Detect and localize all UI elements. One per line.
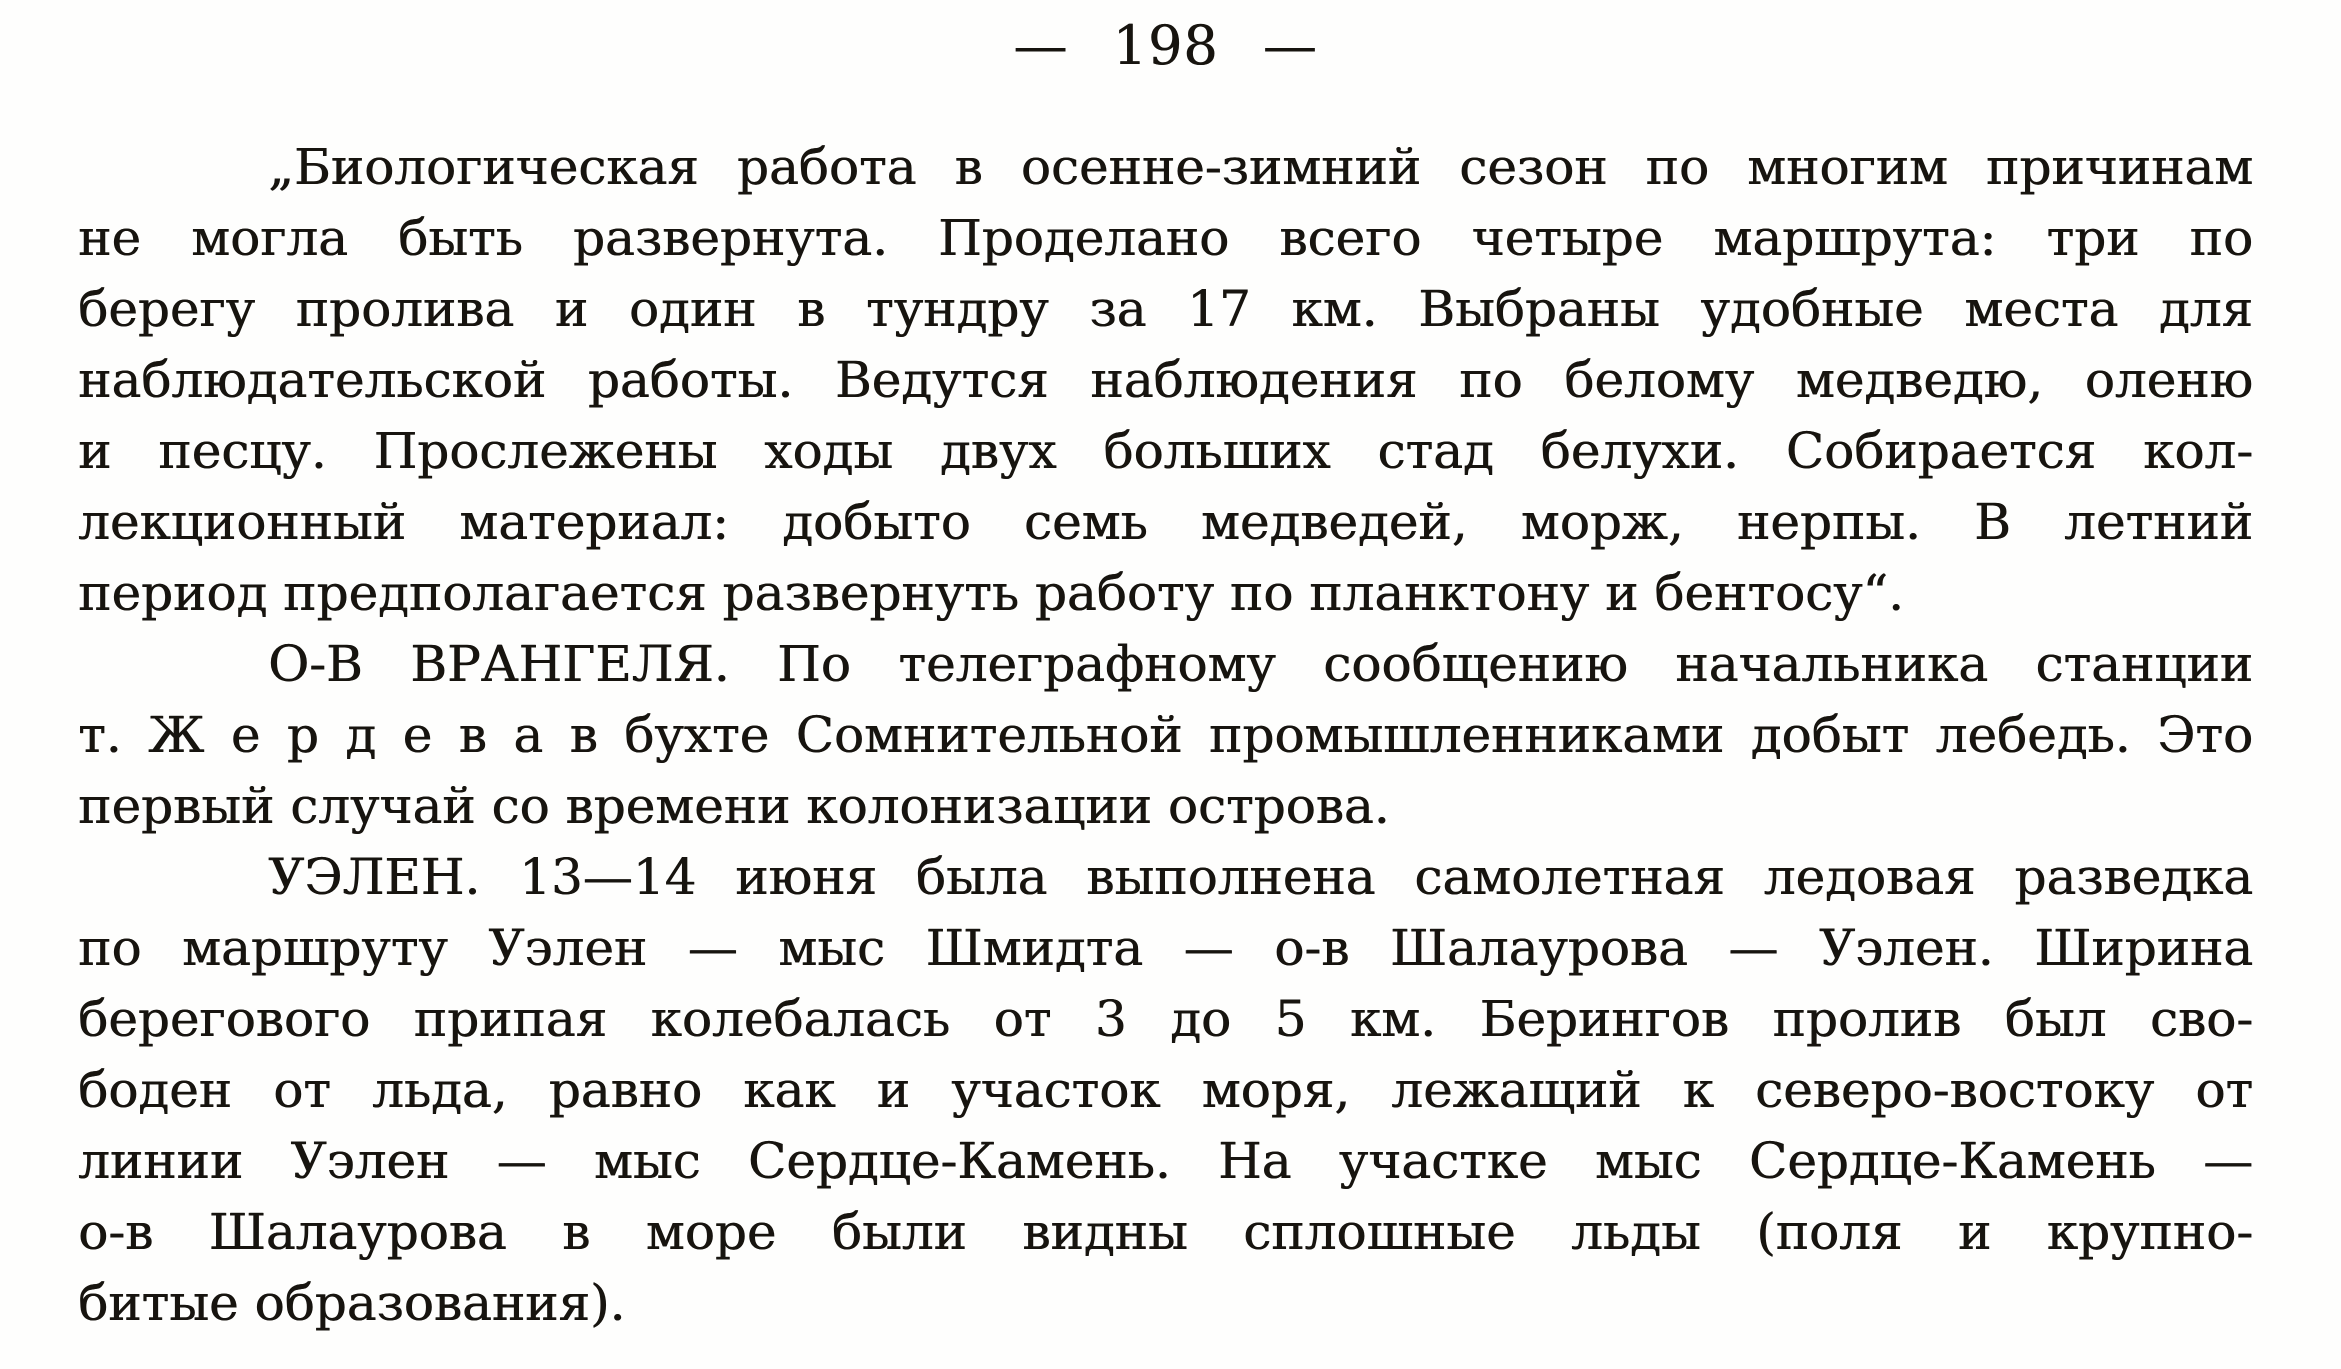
text-line: лекционный материал: добыто семь медведей, морж, нерпы. В летний — [78, 493, 2253, 551]
text-line: УЭЛЕН. 13—14 июня была выполнена самолетная ледовая разведка — [268, 848, 2253, 906]
text-line: не могла быть развернута. Проделано всего четыре маршрута: три по — [78, 209, 2253, 267]
text-line: т. Ж е р д е в а в бухте Сомнительной промышленниками добыт лебедь. Это — [78, 706, 2253, 764]
text-line: „Биологическая работа в осенне-зимний сезон по многим причинам — [268, 138, 2253, 196]
text-line: первый случай со времени колонизации острова. — [78, 777, 1390, 835]
text-line: линии Уэлен — мыс Сердце-Камень. На участке мыс Сердце-Камень — — [78, 1132, 2253, 1190]
text-line: по маршруту Уэлен — мыс Шмидта — о-в Шалаурова — Уэлен. Ширина — [78, 919, 2253, 977]
text-line: о-в Шалаурова в море были видны сплошные льды (поля и крупно- — [78, 1203, 2253, 1261]
text-line: берегу пролива и один в тундру за 17 км. Выбраны удобные места для — [78, 280, 2253, 338]
text-line: и песцу. Прослежены ходы двух больших стад белухи. Собирается кол- — [78, 422, 2253, 480]
text-line: битые образования). — [78, 1274, 626, 1332]
page-body — [78, 132, 2253, 1339]
text-line: период предполагается развернуть работу по планктону и бентосу“. — [78, 564, 1904, 622]
page-number: — 198 — — [1013, 14, 1318, 77]
text-line: берегового припая колебалась от 3 до 5 км. Берингов пролив был сво- — [78, 990, 2253, 1048]
text-line: боден от льда, равно как и участок моря, лежащий к северо-востоку от — [78, 1061, 2253, 1119]
text-line: О-В ВРАНГЕЛЯ. По телеграфному сообщению начальника станции — [268, 635, 2253, 693]
paragraph — [78, 132, 2253, 629]
paragraph — [78, 842, 2253, 1339]
text-line: наблюдательской работы. Ведутся наблюдения по белому медведю, оленю — [78, 351, 2253, 409]
paragraph — [78, 629, 2253, 842]
